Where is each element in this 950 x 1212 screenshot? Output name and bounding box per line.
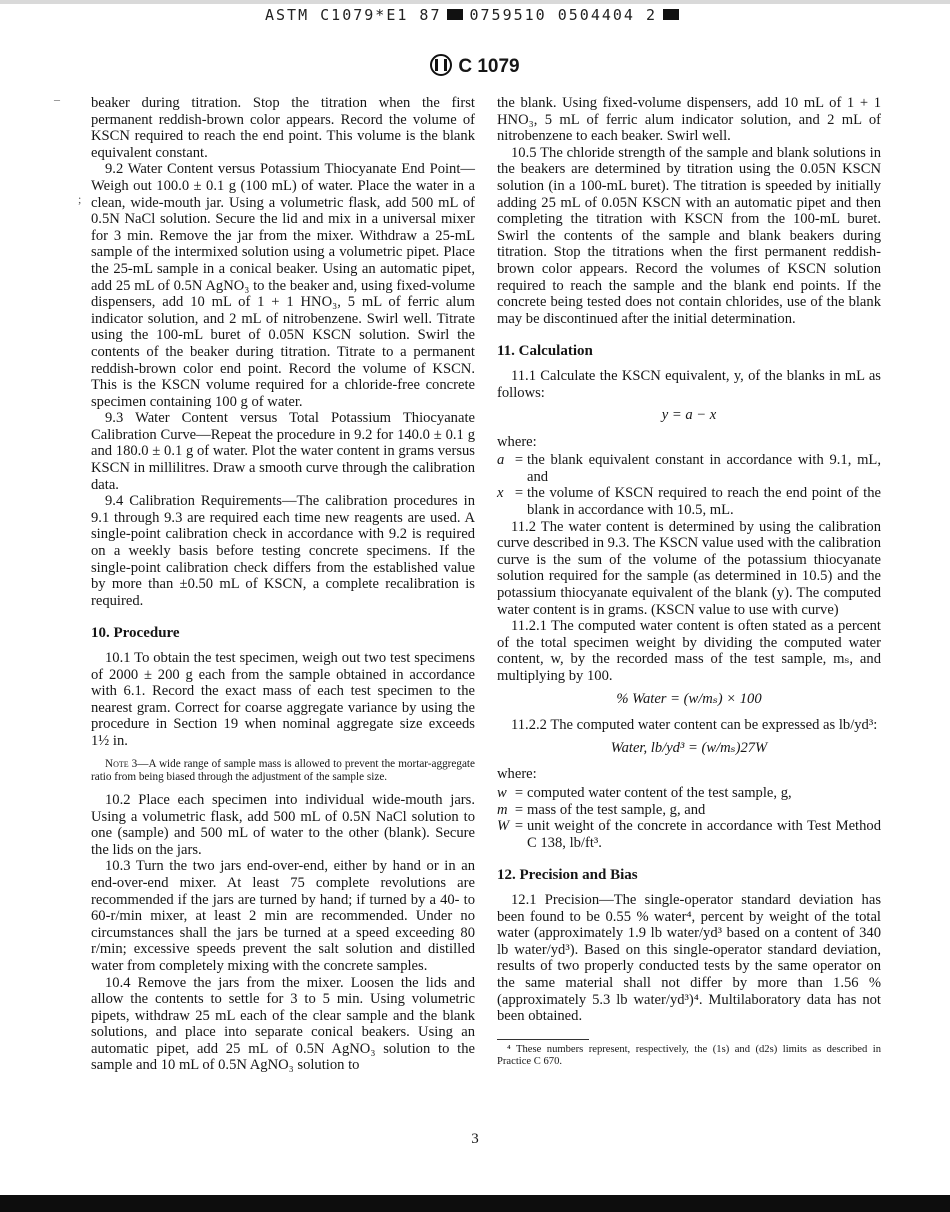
paragraph: 10.2 Place each specimen into individual wide-mouth jars. Using a volumetric flask, add 500 mL of 0.5N NaCl solution to one (sample) and 500 mL of water to the other (blank). Secure the lids on the jars. bbox=[91, 791, 475, 858]
equals-sign: = bbox=[514, 818, 524, 835]
paragraph: the blank. Using fixed-volume dispensers, add 10 mL of 1 + 1 HNO₃, 5 mL of ferric alum indicator solution, and 2 mL of nitrobenzene to each beaker. Swirl well. bbox=[497, 95, 881, 145]
header-code-left: ASTM C1079*E1 87 bbox=[264, 6, 442, 24]
equals-sign: = bbox=[514, 801, 524, 818]
header-code bbox=[0, 6, 950, 24]
footnote-rule bbox=[497, 1039, 589, 1040]
scan-mark: – bbox=[54, 92, 60, 106]
paragraph: 11.2 The water content is determined by using the calibration curve described in 9.3. The KSCN value used with the calibration curve is the sum of the volume of the potassium thiocyanate solution required for the sample (as determined in 10.5) and the potassium thiocyanate equivalent of the blank (y). The computed water content is in grams. (KSCN value to use with curve) bbox=[497, 518, 881, 618]
paragraph: 11.2.1 The computed water content is often stated as a percent of the total specimen weight by dividing the computed water content, w, by the recorded mass of the test sample, mₛ, and multiplying by 100. bbox=[497, 618, 881, 684]
definition-item bbox=[497, 785, 881, 802]
note-label: Note 3 bbox=[105, 757, 138, 770]
astm-logo-icon bbox=[430, 54, 452, 76]
page-number: 3 bbox=[471, 1131, 479, 1147]
paragraph: beaker during titration. Stop the titration when the first permanent reddish-brown color appears. Record the volume of KSCN required to reach the end point. This volume is the blank equivalent constant. bbox=[91, 95, 475, 161]
where-label: where: bbox=[497, 433, 537, 450]
definition-symbol: m bbox=[497, 801, 508, 818]
standard-designation bbox=[0, 56, 950, 78]
redaction-block bbox=[663, 9, 679, 20]
paragraph: 11.2.2 The computed water content can be expressed as lb/yd³: bbox=[511, 717, 878, 734]
equation: y = a − x bbox=[661, 407, 717, 424]
redaction-block bbox=[447, 9, 463, 20]
section-heading: 11. Calculation bbox=[497, 343, 593, 360]
paragraph: 11.1 Calculate the KSCN equivalent, y, of the blanks in mL as follows: bbox=[497, 367, 881, 401]
definition-symbol: x bbox=[497, 485, 504, 502]
definition-text: mass of the test sample, g, and bbox=[527, 801, 706, 818]
right-column bbox=[497, 95, 881, 1069]
note-text: —A wide range of sample mass is allowed to prevent the mortar-aggregate ratio from being biased through the adjustment of the sample size. bbox=[91, 757, 475, 783]
equals-sign: = bbox=[514, 485, 524, 502]
definition-symbol: W bbox=[497, 818, 510, 835]
definition-text: computed water content of the test sample, g, bbox=[527, 784, 792, 801]
scan-bottom-edge bbox=[0, 1195, 950, 1212]
standard-number: C 1079 bbox=[458, 56, 520, 78]
paragraph: 12.1 Precision—The single-operator standard deviation has been found to be 0.55 % water⁴, percent by weight of the total water (approximately 1.9 lb water/yd³ based on a content of 340 lb water/yd³). Based on this single-operator standard deviation, results of two properly conducted tests by the same operator on the same material shall not differ by more than 1.56 % (approximately 5.3 lb water/yd³)⁴. Multilaboratory data has not been obtained. bbox=[497, 891, 881, 1025]
left-column bbox=[91, 95, 475, 1074]
scan-edge bbox=[0, 0, 950, 4]
paragraph: 10.4 Remove the jars from the mixer. Loosen the lids and allow the contents to settle for 3 to 5 min. Using volumetric pipets, withdraw 25 mL each of the clear sample and the blank solutions, and place into separate conical beakers. Using an automatic pipet, add 25 mL of 0.5N AgNO₃ solution to the sample and 10 mL of 0.5N AgNO₃ solution to bbox=[91, 974, 475, 1074]
definition-text: the volume of KSCN required to reach the end point of the blank in accordance with 10.5, mL. bbox=[527, 485, 881, 519]
definition-item bbox=[497, 802, 881, 819]
header-code-right: 0759510 0504404 2 bbox=[469, 6, 658, 24]
note bbox=[91, 758, 475, 784]
paragraph: 9.2 Water Content versus Potassium Thiocyanate End Point—Weigh out 100.0 ± 0.1 g (100 mL) of water. Place the water in a clean, wide-mouth jar. Using a volumetric flask, add 500 mL of 0.5N NaCl solution. Secure the lid and mix in a universal mixer for 3 min. Remove the jar from the mixer. Withdraw a 25-mL sample of the intermixed solution using a volumetric pipet. Place the 25-mL sample in a conical beaker. Using an automatic pipet, add 25 mL of 0.5N AgNO₃ to the beaker and, using fixed-volume dispensers, add 10 mL of 1 + 1 HNO₃, 5 mL of ferric alum indicator solution, and 2 mL of nitrobenzene. Swirl well. Titrate using the 100-mL buret of 0.05N KSCN solution. Swirl the contents of the beaker during titration. Titrate to a permanent reddish-brown color end point. Record the volume of KSCN. This is the KSCN volume required for a chloride-free concrete specimen containing 100 g of water. bbox=[91, 161, 475, 410]
paragraph: 9.4 Calibration Requirements—The calibration procedures in 9.1 through 9.3 are required each time new reagents are used. A single-point calibration check in accordance with 9.2 is required on a weekly basis before testing concrete specimens. If the single-point calibration check differs from the established value by more than ±0.50 mL of KSCN, a complete recalibration is required. bbox=[91, 493, 475, 609]
section-heading: 12. Precision and Bias bbox=[497, 867, 638, 884]
definition-item bbox=[497, 818, 881, 851]
section-heading: 10. Procedure bbox=[91, 625, 180, 642]
paragraph: 10.1 To obtain the test specimen, weigh out two test specimens of 2000 ± 200 g each from the sample obtained in accordance with 6.1. Record the exact mass of each test specimen to the nearest gram. Correct for coarse aggregate variance by using the procedure in Section 19 when nominal aggregate size exceeds 1½ in. bbox=[91, 650, 475, 749]
equals-sign: = bbox=[514, 784, 524, 801]
paragraph: 9.3 Water Content versus Total Potassium Thiocyanate Calibration Curve—Repeat the procedure in 9.2 for 140.0 ± 0.1 g and 180.0 ± 0.1 g of water. Plot the water content in grams versus KSCN in millilitres. Draw a smooth curve through the calibration data. bbox=[91, 410, 475, 493]
footnote: ⁴ These numbers represent, respectively, the (1s) and (d2s) limits as described in Practice C 670. bbox=[497, 1043, 881, 1068]
paragraph: 10.5 The chloride strength of the sample and blank solutions in the beakers are determined by titration using the 0.05N KSCN solution (in a 100-mL buret). The titration is speeded by initially adding 25 mL of 0.05N KSCN with an automatic pipet and then completing the titration with KSCN from the 100-mL buret. Swirl the contents of the sample and blank beakers during titration. Stop the titrations when the first permanent reddish-brown color appears. Record the volumes of KSCN solution required to reach the sample and the blank end points. If the concrete being tested does not contain chlorides, use of the blank may be discontinued after the initial determination. bbox=[497, 144, 881, 327]
equals-sign: = bbox=[514, 452, 524, 469]
paragraph: 10.3 Turn the two jars end-over-end, either by hand or in an end-over-end mixer. At least 75 complete revolutions are recommended if the jars are turned by hand; if turned by a 40- to 60-r/min mixer, at least 2 min are recommended. Under no circumstances shall the jars be turned at a speed exceeding 80 r/min; excessive speeds prevent the salt solution and distilled water from completely mixing with the concrete samples. bbox=[91, 858, 475, 974]
definition-item bbox=[497, 485, 881, 518]
definition-symbol: a bbox=[497, 452, 505, 469]
definition-symbol: w bbox=[497, 784, 507, 801]
where-label: where: bbox=[497, 766, 537, 783]
definition-item bbox=[497, 452, 881, 485]
scan-mark: ; bbox=[78, 192, 82, 206]
definition-text: the blank equivalent constant in accordance with 9.1, mL, and bbox=[527, 452, 881, 485]
equation: % Water = (w/mₛ) × 100 bbox=[616, 690, 762, 707]
equation: Water, lb/yd³ = (w/mₛ)27W bbox=[610, 739, 768, 756]
definition-text: unit weight of the concrete in accordance with Test Method C 138, lb/ft³. bbox=[527, 818, 881, 851]
